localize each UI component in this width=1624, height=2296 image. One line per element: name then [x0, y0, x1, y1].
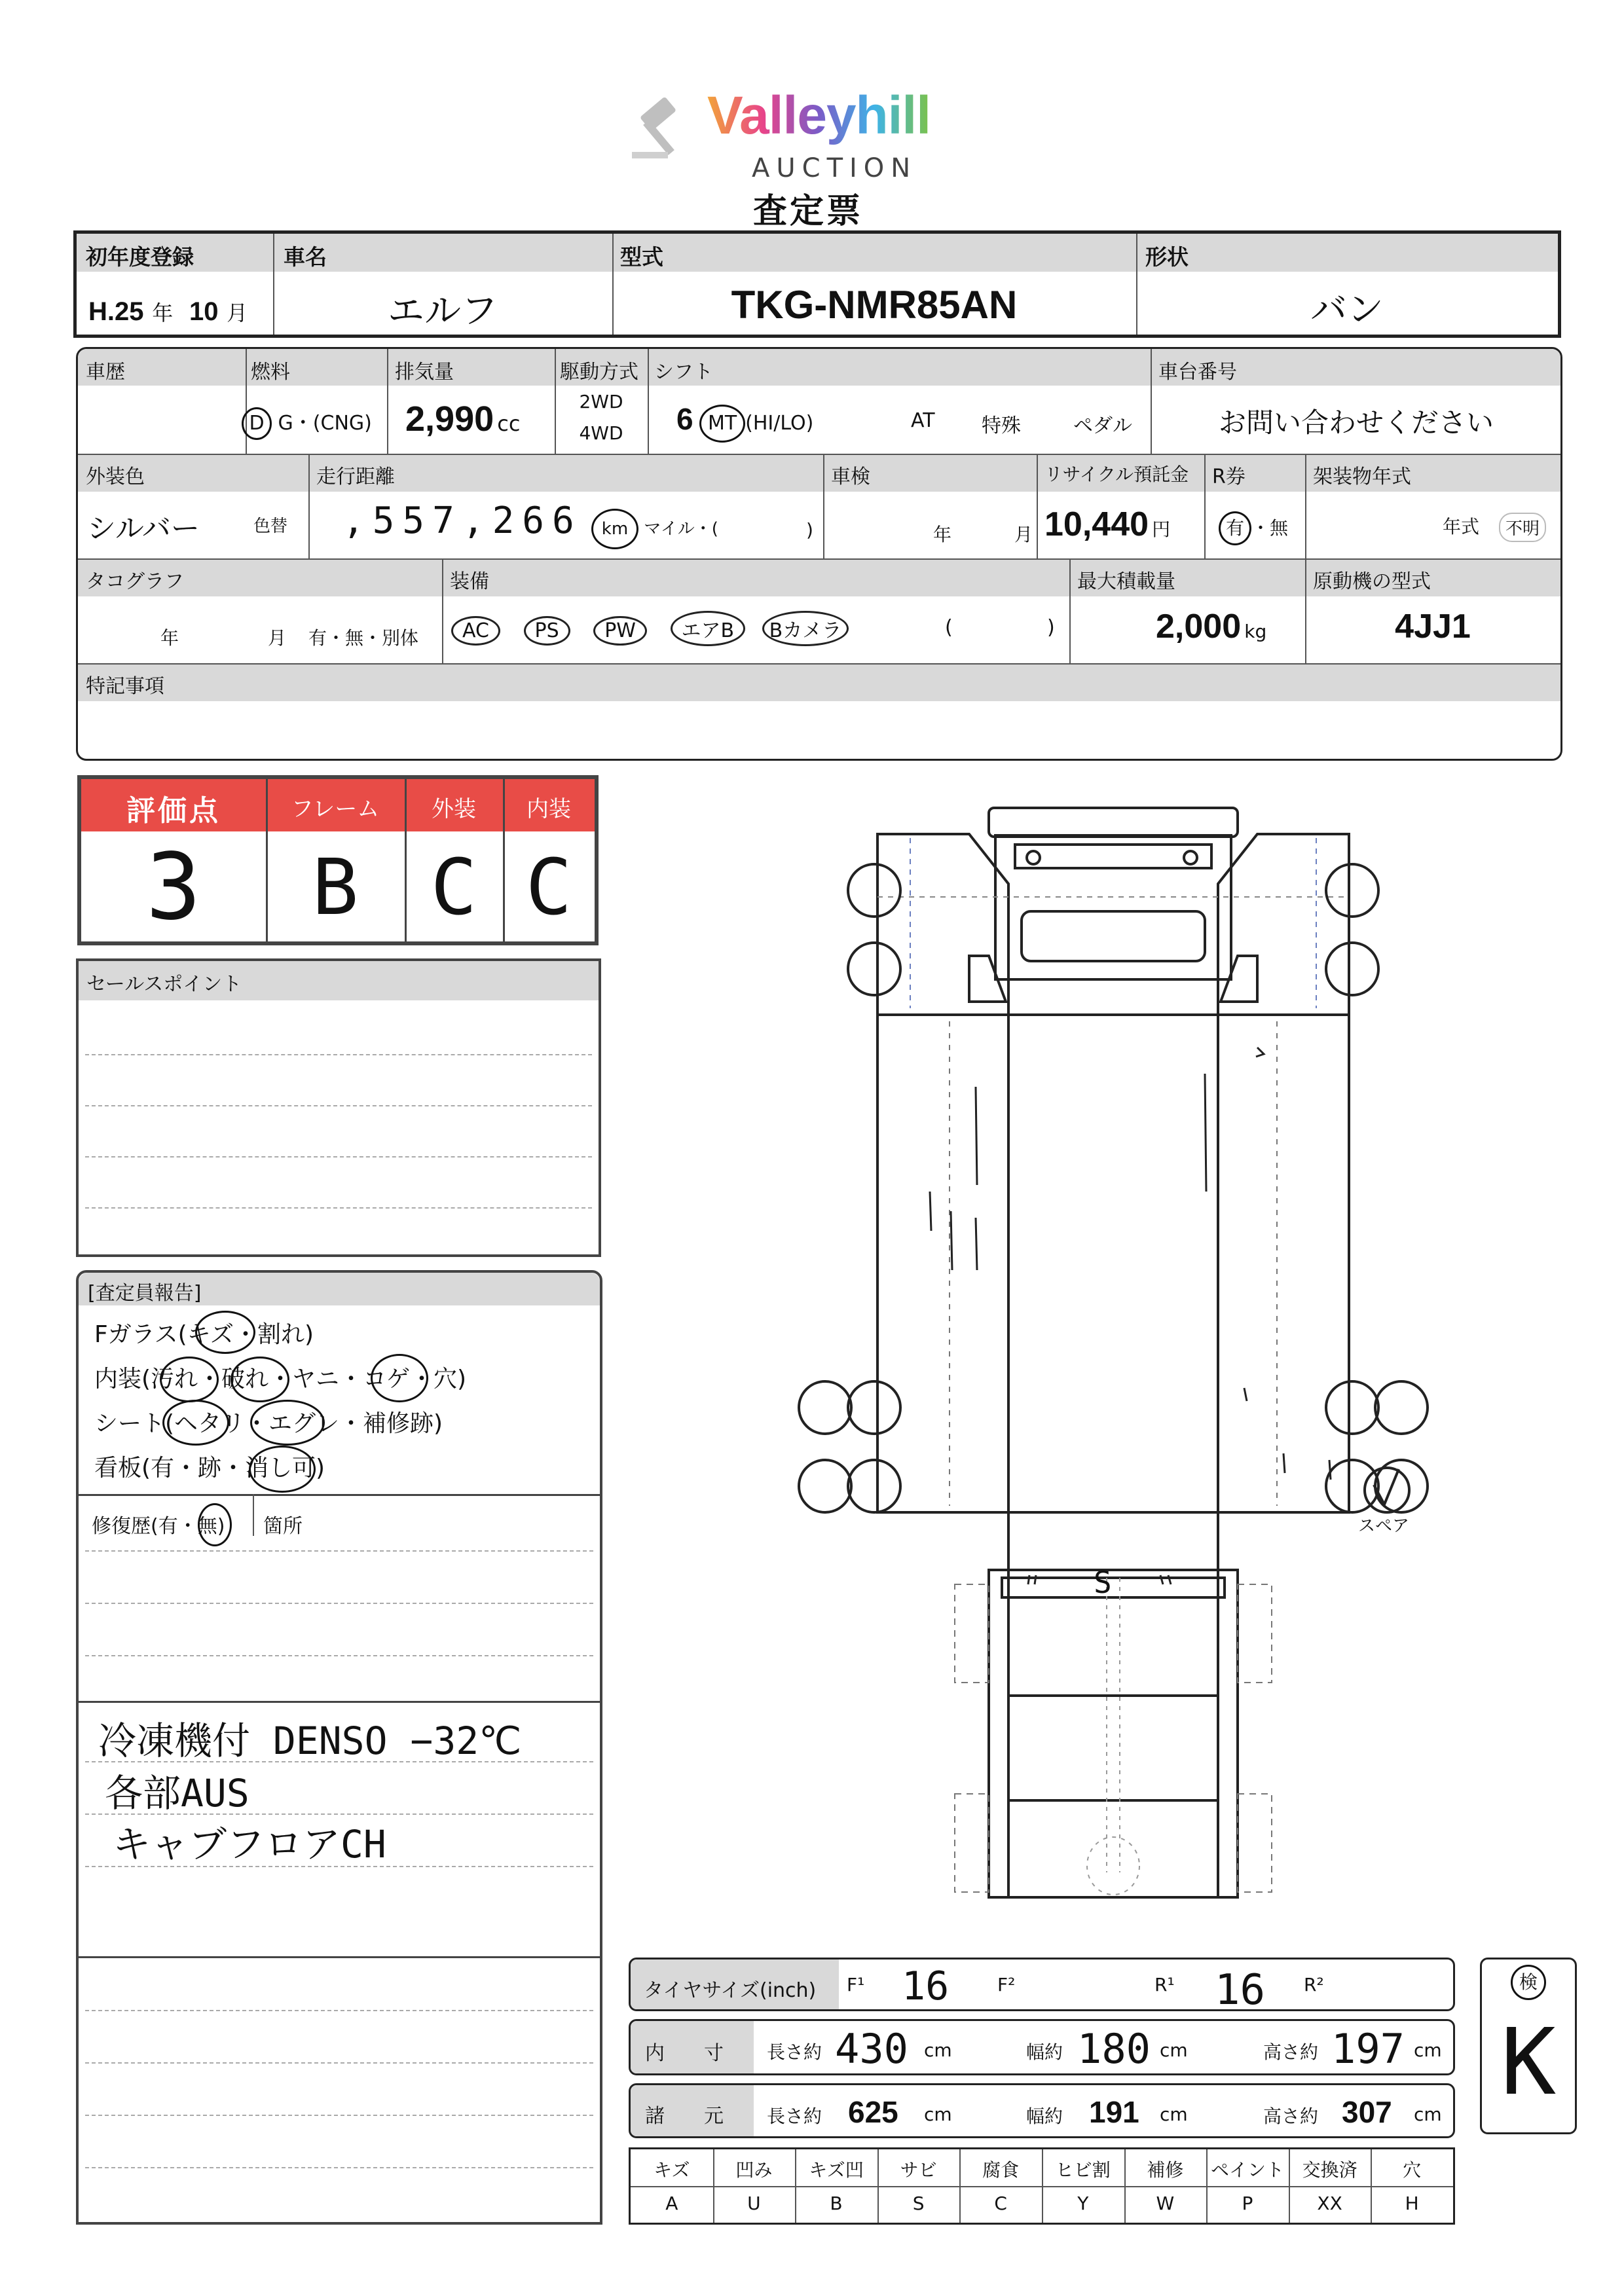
equipment-close-paren: ): [1047, 616, 1055, 639]
inner-label: 内 寸: [645, 2042, 724, 2065]
history-label: 車歴: [86, 361, 125, 384]
eval-interior-value: C: [525, 842, 572, 932]
legend-name: 補修: [1147, 2159, 1184, 2181]
inspection-month: 月: [1014, 524, 1033, 545]
logo: [629, 85, 982, 183]
legend-code: P: [1242, 2193, 1253, 2214]
inner-height-unit: cm: [1414, 2039, 1442, 2061]
inspector-line-interior: 内装(汚れ・破れ・ヤニ・コゲ・穴): [94, 1366, 467, 1393]
legend-name: 穴: [1403, 2159, 1422, 2181]
equip-ac: AC: [451, 616, 500, 646]
shift-label: シフト: [654, 361, 713, 384]
color-change: 色替: [253, 517, 288, 536]
chassis-label: 車台番号: [1158, 361, 1237, 384]
spec-height-value: 307: [1342, 2095, 1392, 2129]
first-reg-label: 初年度登録: [86, 244, 194, 270]
tire-r2-label: R²: [1304, 1974, 1324, 1995]
repair-history-label: 修復歴(有・無): [92, 1515, 225, 1538]
inspection-label: 車検: [831, 465, 870, 488]
inspector-line-sign: 看板(有・跡・消し可): [94, 1455, 325, 1482]
first-reg-era: H.25: [88, 297, 144, 326]
inner-dimensions-row: [629, 2019, 1455, 2075]
mark-circle: [195, 1311, 255, 1354]
legend-code: U: [747, 2193, 761, 2214]
spec-width-value: 191: [1089, 2095, 1139, 2129]
r-yes-circled: 有: [1219, 511, 1251, 545]
legend-name: 凹み: [735, 2159, 773, 2181]
legend-code: A: [665, 2193, 678, 2214]
car-name-label: 車名: [284, 244, 327, 270]
recycle-label: リサイクル預託金: [1044, 464, 1189, 485]
shape-value: バン: [1310, 289, 1384, 331]
equipment-label: 装備: [450, 570, 489, 593]
cab-outline: [877, 808, 1349, 1015]
inner-length-unit: cm: [924, 2039, 952, 2061]
mark-circle: [249, 1446, 316, 1493]
legend-name: 交換済: [1302, 2159, 1357, 2181]
cargo-body-outline: [877, 1015, 1349, 1597]
fuel-other-options: G・(CNG): [278, 412, 372, 435]
fuel-label: 燃料: [251, 361, 290, 384]
tacho-month: 月: [268, 627, 287, 649]
mileage-km-circled: km: [591, 509, 638, 549]
fuel-value: [242, 407, 372, 440]
inner-height-value: 197: [1331, 2025, 1405, 2073]
legend-name: キズ: [654, 2159, 690, 2181]
logo-subtext: AUCTION: [752, 153, 917, 183]
legend-code: H: [1405, 2193, 1419, 2214]
inspector-label: [査定員報告]: [88, 1282, 202, 1305]
mileage-units: [591, 509, 718, 549]
chassis-outline: [955, 1570, 1272, 1897]
drive-4wd: 4WD: [579, 422, 623, 444]
mark-circle: [371, 1354, 428, 1402]
mileage-mile: マイル・(: [644, 519, 718, 539]
legend-name: ペイント: [1210, 2159, 1284, 2181]
logo-text: Valleyhill: [707, 86, 931, 145]
shift-mt-circled: MT: [699, 405, 745, 443]
r-no: ・無: [1251, 517, 1289, 539]
check-label: 検: [1511, 1965, 1546, 2000]
spec-length-label: 長さ約: [767, 2105, 822, 2127]
tire-f1-label: F¹: [847, 1974, 865, 1995]
engine-label: 原動機の型式: [1313, 570, 1431, 593]
color-label: 外装色: [86, 465, 145, 488]
handwritten-note-1: 冷凍機付 DENSO −32℃: [98, 1719, 522, 1763]
displacement-value: 2,990 cc: [405, 399, 521, 439]
mark-circle: [231, 1357, 289, 1402]
gavel-icon: [629, 92, 701, 164]
shift-pedal: ペダル: [1073, 414, 1132, 437]
shift-value: [676, 401, 813, 443]
spec-height-unit: cm: [1414, 2104, 1442, 2125]
shift-at: AT: [911, 409, 935, 432]
car-name-value: エルフ: [388, 290, 498, 333]
tacho-year: 年: [160, 627, 179, 649]
inspector-line-seat: シート(ヘタリ・エグレ・補修跡): [94, 1410, 443, 1437]
inspection-check-box: [1480, 1958, 1577, 2134]
tacho-label: タコグラフ: [86, 570, 184, 593]
equipment-open-paren: (: [945, 616, 953, 639]
equip-pw: PW: [593, 616, 647, 646]
fuel-diesel-circled: D: [242, 407, 272, 440]
damage-marks: [930, 1048, 1331, 1480]
color-value: シルバー: [87, 512, 200, 545]
legend-code: S: [912, 2193, 925, 2214]
recycle-value: 10,440 円: [1044, 505, 1171, 543]
eval-exterior-value: C: [430, 842, 477, 932]
eval-score-value: 3: [145, 834, 202, 941]
damage-legend-table: [629, 2147, 1455, 2225]
diagram-handwritten-mark: S: [1094, 1565, 1112, 1600]
legend-code: C: [994, 2193, 1007, 2214]
equipment-list: [451, 611, 849, 646]
tire-size-label: タイヤサイズ(inch): [644, 1979, 817, 2002]
form-title: 査定票: [753, 192, 864, 230]
mileage-value: ,557,266: [342, 500, 582, 542]
sales-point-label: セールスポイント: [86, 973, 242, 996]
notes-label: 特記事項: [86, 675, 164, 698]
spec-width-unit: cm: [1160, 2104, 1188, 2125]
tire-r1-label: R¹: [1154, 1974, 1175, 1995]
handwritten-note-3: キャブフロアCH: [113, 1822, 386, 1867]
inner-width-unit: cm: [1160, 2039, 1188, 2061]
displacement-label: 排気量: [395, 361, 454, 384]
shift-special: 特殊: [982, 414, 1021, 437]
vehicle-info-panel: [76, 347, 1562, 761]
mark-circle: [160, 1357, 219, 1402]
mark-circle: [198, 1503, 232, 1546]
drive-2wd: 2WD: [579, 391, 623, 412]
spec-height-label: 高さ約: [1263, 2105, 1319, 2127]
evaluation-grid: [77, 775, 599, 945]
spec-length-unit: cm: [924, 2104, 952, 2125]
tacho-options: 有・無・別体: [308, 627, 419, 649]
equip-airbag: エアB: [671, 611, 746, 646]
legend-code: W: [1156, 2193, 1175, 2214]
first-reg-month: 10: [189, 297, 219, 326]
maxload-label: 最大積載量: [1077, 570, 1175, 593]
eval-score-header: 評価点: [126, 794, 221, 828]
shift-gears: 6: [676, 402, 693, 436]
tire-f1-value: 16: [902, 1963, 950, 2009]
tire-r1-value: 16: [1215, 1966, 1266, 2014]
spec-length-value: 625: [848, 2095, 898, 2129]
model-label: 型式: [620, 244, 663, 270]
shape-label: 形状: [1145, 244, 1189, 270]
first-reg-year-unit: 年: [152, 301, 174, 325]
spare-check-icon: [1365, 1468, 1409, 1512]
spec-width-label: 幅約: [1026, 2105, 1063, 2127]
spec-dimensions-row: [629, 2083, 1455, 2138]
legend-code: B: [830, 2193, 843, 2214]
inner-width-value: 180: [1077, 2025, 1151, 2073]
first-reg-value: [88, 297, 248, 327]
eval-exterior-header: 外装: [432, 796, 476, 822]
mark-circle: [250, 1400, 325, 1446]
spec-label: 諸 元: [645, 2105, 724, 2128]
inner-height-label: 高さ約: [1263, 2041, 1319, 2063]
legend-name: キズ凹: [809, 2159, 864, 2181]
eval-frame-value: B: [312, 842, 359, 932]
chassis-value: お問い合わせください: [1218, 407, 1494, 439]
eval-interior-header: 内装: [526, 796, 571, 822]
tire-f2-label: F²: [997, 1974, 1016, 1995]
inner-width-label: 幅約: [1026, 2041, 1063, 2063]
check-value: K: [1500, 2009, 1557, 2116]
mileage-paren-close: ): [806, 519, 813, 541]
model-value: TKG-NMR85AN: [731, 283, 1018, 327]
legend-name: ヒビ割: [1055, 2159, 1111, 2181]
sales-point-box: [76, 958, 601, 1257]
shift-hilo: (HI/LO): [745, 412, 814, 435]
eval-frame-header: フレーム: [291, 796, 380, 822]
truck-diagram: [786, 799, 1441, 1912]
legend-name: 腐食: [982, 2159, 1020, 2181]
drive-label: 駆動方式: [560, 361, 638, 384]
inspection-year: 年: [933, 524, 952, 545]
mark-circle: [162, 1400, 229, 1446]
repair-place-label: 箇所: [263, 1515, 303, 1538]
equip-back-camera: Bカメラ: [762, 611, 849, 646]
handwritten-note-2: 各部AUS: [105, 1771, 249, 1815]
body-year-unit: 年式: [1443, 516, 1480, 538]
row1-panel: [73, 230, 1561, 338]
body-year-label: 架装物年式: [1313, 465, 1411, 488]
inner-length-label: 長さ約: [767, 2041, 822, 2063]
body-year-unknown: 不明: [1499, 513, 1546, 542]
maxload-value: 2,000 kg: [1156, 608, 1267, 646]
inner-length-value: 430: [835, 2025, 908, 2073]
inspector-line-glass: Fガラス(キズ・割れ): [94, 1321, 314, 1348]
legend-code: Y: [1077, 2193, 1089, 2214]
first-reg-month-unit: 月: [227, 301, 248, 325]
tire-size-row: [629, 1958, 1455, 2014]
inspector-report-box: [76, 1270, 602, 2225]
r-value: [1219, 511, 1288, 545]
equip-ps: PS: [524, 616, 570, 646]
mileage-label: 走行距離: [316, 465, 395, 488]
legend-name: サビ: [900, 2159, 937, 2181]
r-label: R券: [1212, 465, 1246, 488]
engine-value: 4JJ1: [1395, 608, 1471, 646]
legend-code: XX: [1317, 2193, 1342, 2214]
spare-label: スペア: [1358, 1516, 1410, 1536]
